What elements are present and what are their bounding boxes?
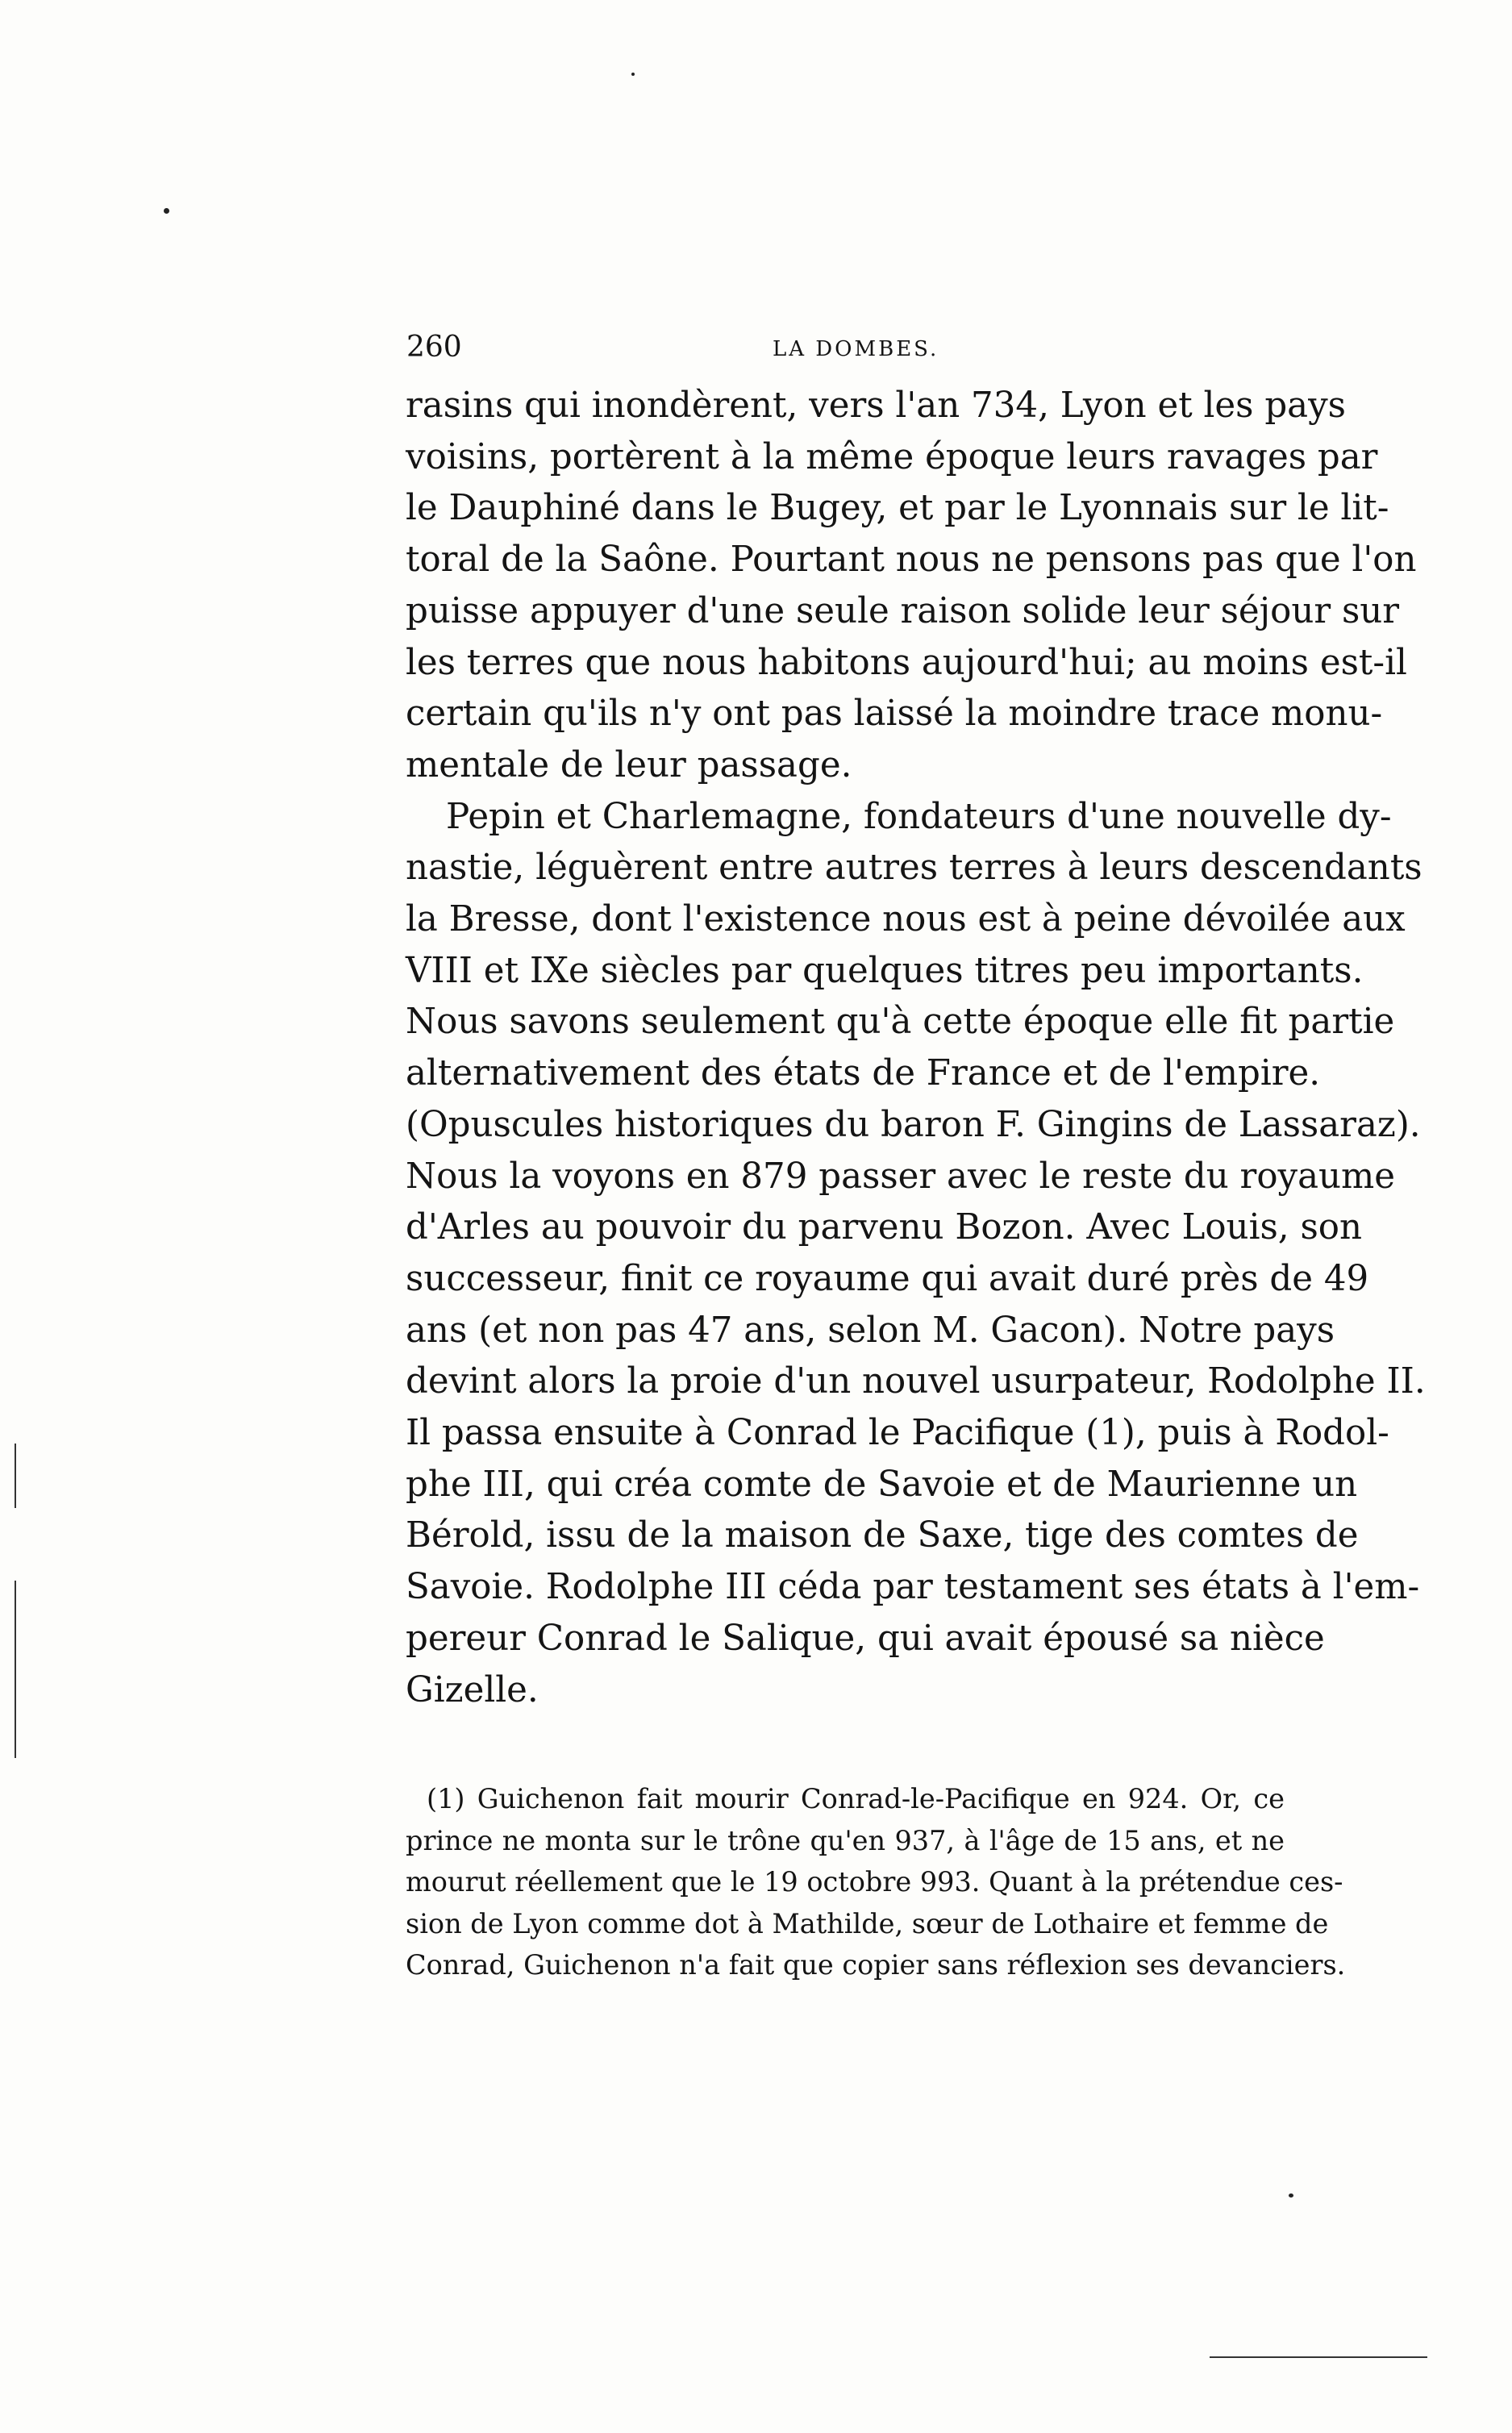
- text-line: voisins, portèrent à la même époque leurs ravages par: [406, 436, 1378, 477]
- text-line: (Opuscules historiques du baron F. Gingins de Lassaraz).: [406, 1104, 1421, 1145]
- footnote-line: sion de Lyon comme dot à Mathilde, sœur de Lothaire et femme de: [406, 1907, 1329, 1939]
- text-line: pereur Conrad le Salique, qui avait épousé sa nièce: [406, 1618, 1325, 1659]
- scan-mark: [15, 1581, 16, 1758]
- text-line: Pepin et Charlemagne, fondateurs d'une nouvelle dy-: [446, 796, 1392, 837]
- footnote-line: prince ne monta sur le trône qu'en 937, à l'âge de 15 ans, et ne: [406, 1824, 1285, 1856]
- text-line: devint alors la proie d'un nouvel usurpateur, Rodolphe II.: [406, 1361, 1426, 1402]
- text-line: Gizelle.: [406, 1669, 539, 1710]
- page-number: 260: [406, 331, 462, 364]
- footnote-line: Conrad, Guichenon n'a fait que copier sans réflexion ses devanciers.: [406, 1949, 1346, 1981]
- text-line: nastie, léguèrent entre autres terres à leurs descendants: [406, 848, 1422, 889]
- text-line: Bérold, issu de la maison de Saxe, tige des comtes de: [406, 1515, 1359, 1556]
- main-text: [406, 381, 1426, 1716]
- scan-speck: [1289, 2193, 1293, 2198]
- text-line: puisse appuyer d'une seule raison solide leur séjour sur: [406, 590, 1400, 631]
- text-line: ans (et non pas 47 ans, selon M. Gacon). Notre pays: [406, 1310, 1335, 1351]
- footnote-line: mourut réellement que le 19 octobre 993. Quant à la prétendue ces-: [406, 1866, 1343, 1898]
- text-line: mentale de leur passage.: [406, 744, 852, 785]
- text-line: phe III, qui créa comte de Savoie et de Maurienne un: [406, 1464, 1358, 1505]
- text-line: Savoie. Rodolphe III céda par testament ses états à l'em-: [406, 1567, 1420, 1608]
- scan-mark: [1210, 2356, 1427, 2358]
- scan-speck: [631, 73, 635, 76]
- text-line: Il passa ensuite à Conrad le Pacifique (1), puis à Rodol-: [406, 1413, 1389, 1454]
- text-line: VIII et IXe siècles par quelques titres peu importants.: [406, 950, 1364, 991]
- text-line: la Bresse, dont l'existence nous est à peine dévoilée aux: [406, 899, 1406, 940]
- text-line: certain qu'ils n'y ont pas laissé la moindre trace monu-: [406, 694, 1383, 735]
- running-title: LA DOMBES.: [773, 337, 939, 361]
- text-line: toral de la Saône. Pourtant nous ne pensons pas que l'on: [406, 540, 1417, 581]
- paragraph-2: [406, 792, 1426, 1717]
- text-line: rasins qui inondèrent, vers l'an 734, Lyon et les pays: [406, 385, 1347, 426]
- scan-mark: [15, 1444, 16, 1508]
- text-line: Nous la voyons en 879 passer avec le reste du royaume: [406, 1156, 1396, 1197]
- footnote: [406, 1778, 1346, 1986]
- text-line: alternativement des états de France et de l'empire.: [406, 1053, 1321, 1094]
- footnote-line: (1) Guichenon fait mourir Conrad-le-Pacifique en 924. Or, ce: [427, 1783, 1285, 1814]
- text-line: d'Arles au pouvoir du parvenu Bozon. Avec Louis, son: [406, 1207, 1362, 1248]
- text-line: successeur, finit ce royaume qui avait duré près de 49: [406, 1258, 1369, 1299]
- text-line: les terres que nous habitons aujourd'hui; au moins est-il: [406, 642, 1407, 683]
- text-line: Nous savons seulement qu'à cette époque elle fit partie: [406, 1002, 1395, 1043]
- text-line: le Dauphiné dans le Bugey, et par le Lyonnais sur le lit-: [406, 488, 1389, 529]
- scan-speck: [164, 208, 169, 214]
- paragraph-1: [406, 381, 1417, 792]
